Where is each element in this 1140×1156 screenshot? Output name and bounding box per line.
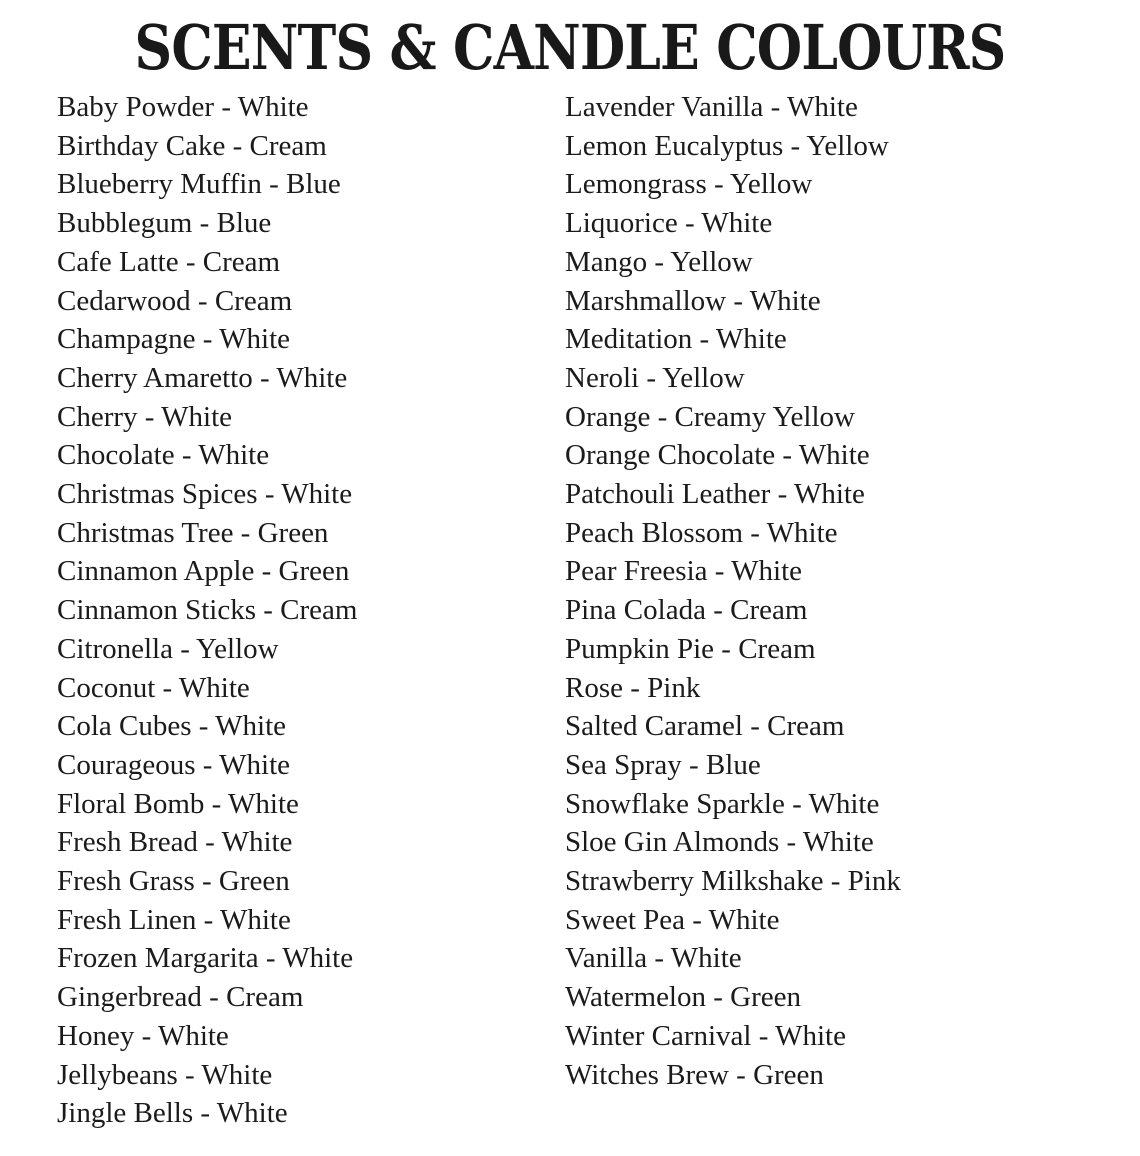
page-title: SCENTS & CANDLE COLOURS	[134, 11, 1006, 84]
scent-colour-item: Watermelon - Green	[565, 981, 801, 1014]
scent-colour-item: Champagne - White	[57, 323, 291, 356]
scent-column-right	[565, 88, 1140, 1133]
scent-colour-item: Cola Cubes - White	[57, 710, 287, 743]
scent-colour-item: Marshmallow - White	[565, 284, 821, 317]
scent-colour-item: Fresh Grass - Green	[57, 865, 290, 898]
scent-colour-item: Lemongrass - Yellow	[565, 168, 813, 201]
scent-colour-item: Bubblegum - Blue	[57, 207, 272, 240]
scent-colour-item: Neroli - Yellow	[565, 361, 745, 394]
scent-colour-item: Jingle Bells - White	[57, 1097, 288, 1130]
scent-colour-item: Rose - Pink	[565, 671, 701, 704]
scent-colour-item: Cafe Latte - Cream	[57, 245, 281, 278]
scent-colour-item: Pear Freesia - White	[565, 555, 803, 588]
scents-candle-colours-page	[0, 11, 1140, 1156]
scent-colour-item: Fresh Linen - White	[57, 903, 291, 936]
scent-colour-item: Sloe Gin Almonds - White	[565, 826, 874, 859]
scent-colour-item: Coconut - White	[57, 671, 250, 704]
scent-colour-item: Salted Caramel - Cream	[565, 710, 845, 743]
scent-colour-item: Citronella - Yellow	[57, 632, 279, 665]
scent-colour-item: Vanilla - White	[565, 942, 742, 975]
scent-colour-item: Snowflake Sparkle - White	[565, 787, 880, 820]
scent-colour-item: Sweet Pea - White	[565, 903, 780, 936]
scent-colour-item: Orange - Creamy Yellow	[565, 400, 855, 433]
scent-colour-item: Courageous - White	[57, 748, 291, 781]
scent-colour-item: Cinnamon Sticks - Cream	[57, 594, 358, 627]
scent-colour-item: Pumpkin Pie - Cream	[565, 632, 816, 665]
scent-colour-item: Peach Blossom - White	[565, 516, 838, 549]
scent-colour-item: Christmas Spices - White	[57, 478, 353, 511]
scent-list	[0, 88, 1140, 1133]
scent-colour-item: Strawberry Milkshake - Pink	[565, 865, 901, 898]
scent-colour-item: Patchouli Leather - White	[565, 478, 865, 511]
scent-colour-item: Cedarwood - Cream	[57, 284, 293, 317]
scent-colour-item: Frozen Margarita - White	[57, 942, 354, 975]
scent-colour-item: Meditation - White	[565, 323, 787, 356]
scent-colour-item: Sea Spray - Blue	[565, 748, 761, 781]
scent-column-left	[57, 88, 565, 1133]
scent-colour-item: Mango - Yellow	[565, 245, 753, 278]
scent-colour-item: Blueberry Muffin - Blue	[57, 168, 341, 201]
scent-colour-item: Cherry Amaretto - White	[57, 361, 348, 394]
scent-colour-item: Witches Brew - Green	[565, 1058, 824, 1091]
scent-colour-item: Christmas Tree - Green	[57, 516, 329, 549]
scent-colour-item: Lemon Eucalyptus - Yellow	[565, 129, 889, 162]
scent-colour-item: Floral Bomb - White	[57, 787, 299, 820]
scent-colour-item: Jellybeans - White	[57, 1058, 273, 1091]
scent-colour-item: Orange Chocolate - White	[565, 439, 870, 472]
scent-colour-item: Cinnamon Apple - Green	[57, 555, 350, 588]
scent-colour-item: Lavender Vanilla - White	[565, 91, 858, 123]
scent-colour-item: Pina Colada - Cream	[565, 594, 808, 627]
scent-colour-item: Cherry - White	[57, 400, 233, 433]
scent-colour-item: Winter Carnival - White	[565, 1019, 846, 1052]
scent-colour-item: Gingerbread - Cream	[57, 981, 304, 1014]
scent-colour-item: Honey - White	[57, 1019, 229, 1052]
scent-colour-item: Fresh Bread - White	[57, 826, 293, 859]
scent-colour-item: Liquorice - White	[565, 207, 773, 240]
scent-colour-item: Baby Powder - White	[57, 91, 309, 123]
scent-colour-item: Birthday Cake - Cream	[57, 129, 327, 162]
scent-colour-item: Chocolate - White	[57, 439, 270, 472]
